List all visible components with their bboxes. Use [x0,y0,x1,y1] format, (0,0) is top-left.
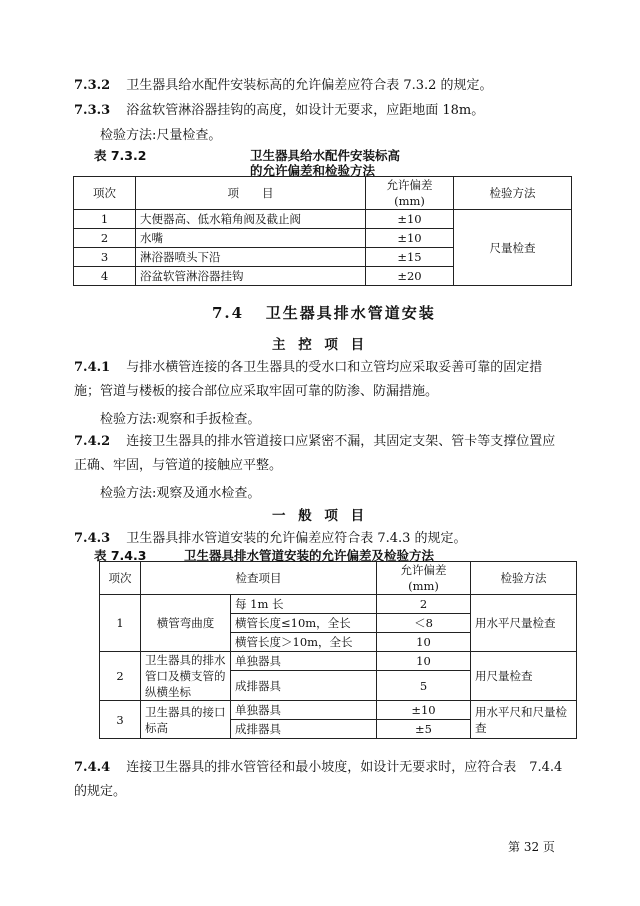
clause-number: 7.3.2 [74,78,111,93]
header-deviation [366,177,454,210]
table-caption-number: 表 7.3.2 [94,148,147,163]
page-number: 第 32 页 [508,840,555,854]
cell-item: 大便器高、低水箱角阀及截止阀 [136,210,366,229]
cell-no: 1 [100,595,141,652]
cell-method: 用尺量检查 [471,652,577,701]
header-no: 项次 [100,562,141,595]
header-method: 检验方法 [471,562,577,595]
cell-deviation: ±10 [377,701,471,720]
header-deviation-label: 允许偏差 [400,563,447,577]
cell-method: 用水平尺量检查 [471,595,577,652]
clause-text: 卫生器具排水管道安装的允许偏差应符合表 7.4.3 的规定。 [126,531,467,546]
table-caption-number: 表 7.4.3 [94,548,147,563]
cell-item: 浴盆软管淋浴器挂钩 [136,267,366,286]
cell-item: 淋浴器喷头下沿 [136,248,366,267]
main-items-heading: 主 控 项 目 [272,337,369,353]
header-deviation [377,562,471,595]
inspection-method: 检验方法:观察和手扳检查。 [100,412,261,427]
clause-text: 卫生器具给水配件安装标高的允许偏差应符合表 7.3.2 的规定。 [126,78,493,93]
header-method: 检验方法 [454,177,572,210]
cell-item: 每 1m 长 [231,595,377,614]
clause-7-3-3 [74,99,484,118]
clause-text: 连接卫生器具的排水管道接口应紧密不漏，其固定支架、管卡等支撑位置应 [126,434,556,449]
clause-text: 与排水横管连接的各卫生器具的受水口和立管均应采取妥善可靠的固定措 [126,360,543,375]
clause-number: 7.4.4 [74,760,111,775]
table-row [100,595,577,614]
table-caption-title: 卫生器具排水管道安装的允许偏差及检验方法 [184,548,435,563]
cell-deviation: 5 [377,671,471,701]
cell-item: 成排器具 [231,720,377,739]
cell-item: 单独器具 [231,701,377,720]
cell-group-label: 横管弯曲度 [141,595,231,652]
cell-deviation: ±10 [366,210,454,229]
clause-7-4-3 [74,527,467,546]
cell-item: 单独器具 [231,652,377,671]
table-7-3-2 [73,176,572,286]
table-caption-title-line2: 的允许偏差和检验方法 [250,163,376,178]
clause-text: 连接卫生器具的排水管管径和最小坡度，如设计无要求时，应符合表 7.4.4 [126,760,563,775]
cell-no: 2 [74,229,136,248]
cell-method: 用水平尺和尺量检查 [471,701,577,739]
cell-deviation: 10 [377,633,471,652]
cell-deviation: ±5 [377,720,471,739]
clause-text-continued: 正确、牢固，与管道的接触应平整。 [74,458,283,473]
cell-no: 3 [100,701,141,739]
cell-no: 1 [74,210,136,229]
cell-deviation: 10 [377,652,471,671]
cell-no: 3 [74,248,136,267]
clause-7-4-2 [74,430,574,478]
cell-deviation: ±15 [366,248,454,267]
cell-no: 2 [100,652,141,701]
clause-number: 7.4.3 [74,531,111,546]
header-item: 项 目 [136,177,366,210]
clause-7-3-2 [74,74,493,93]
section-title: 卫生器具排水管道安装 [265,304,436,322]
clause-text-continued: 施；管道与楼板的接合部位应采取牢固可靠的防渗、防漏措施。 [74,384,439,399]
cell-item: 横管长度＞10m，全长 [231,633,377,652]
cell-deviation: ±20 [366,267,454,286]
table-caption-title: 卫生器具给水配件安装标高 [250,148,401,163]
cell-item: 水嘴 [136,229,366,248]
clause-number: 7.3.3 [74,103,111,118]
inspection-method: 检验方法:观察及通水检查。 [100,486,261,501]
section-number: 7.4 [212,304,245,322]
inspection-method: 检验方法:尺量检查。 [100,128,222,143]
cell-group-label: 卫生器具的排水管口及横支管的纵横坐标 [141,652,231,701]
clause-7-4-1 [74,356,574,404]
cell-item: 成排器具 [231,671,377,701]
clause-7-4-4 [74,756,574,804]
header-deviation-unit: (mm) [408,579,439,593]
clause-number: 7.4.2 [74,434,111,449]
cell-deviation: ±10 [366,229,454,248]
cell-no: 4 [74,267,136,286]
header-item: 检查项目 [141,562,377,595]
clause-text: 浴盆软管淋浴器挂钩的高度，如设计无要求，应距地面 18m。 [126,103,485,118]
table-row [100,652,577,671]
general-items-heading: 一 般 项 目 [272,508,369,524]
table-header-row [100,562,577,595]
header-deviation-unit: (mm) [394,194,425,208]
table-7-4-3 [99,561,577,739]
table-row [74,210,572,229]
table-row [100,701,577,720]
cell-group-label: 卫生器具的接口标高 [141,701,231,739]
cell-deviation: ＜8 [377,614,471,633]
table-header-row [74,177,572,210]
section-heading [212,302,436,323]
clause-number: 7.4.1 [74,360,111,375]
cell-item: 横管长度≤10m，全长 [231,614,377,633]
cell-deviation: 2 [377,595,471,614]
clause-text-continued: 的规定。 [74,784,127,799]
cell-method: 尺量检查 [454,210,572,286]
header-no: 项次 [74,177,136,210]
header-deviation-label: 允许偏差 [386,178,433,192]
